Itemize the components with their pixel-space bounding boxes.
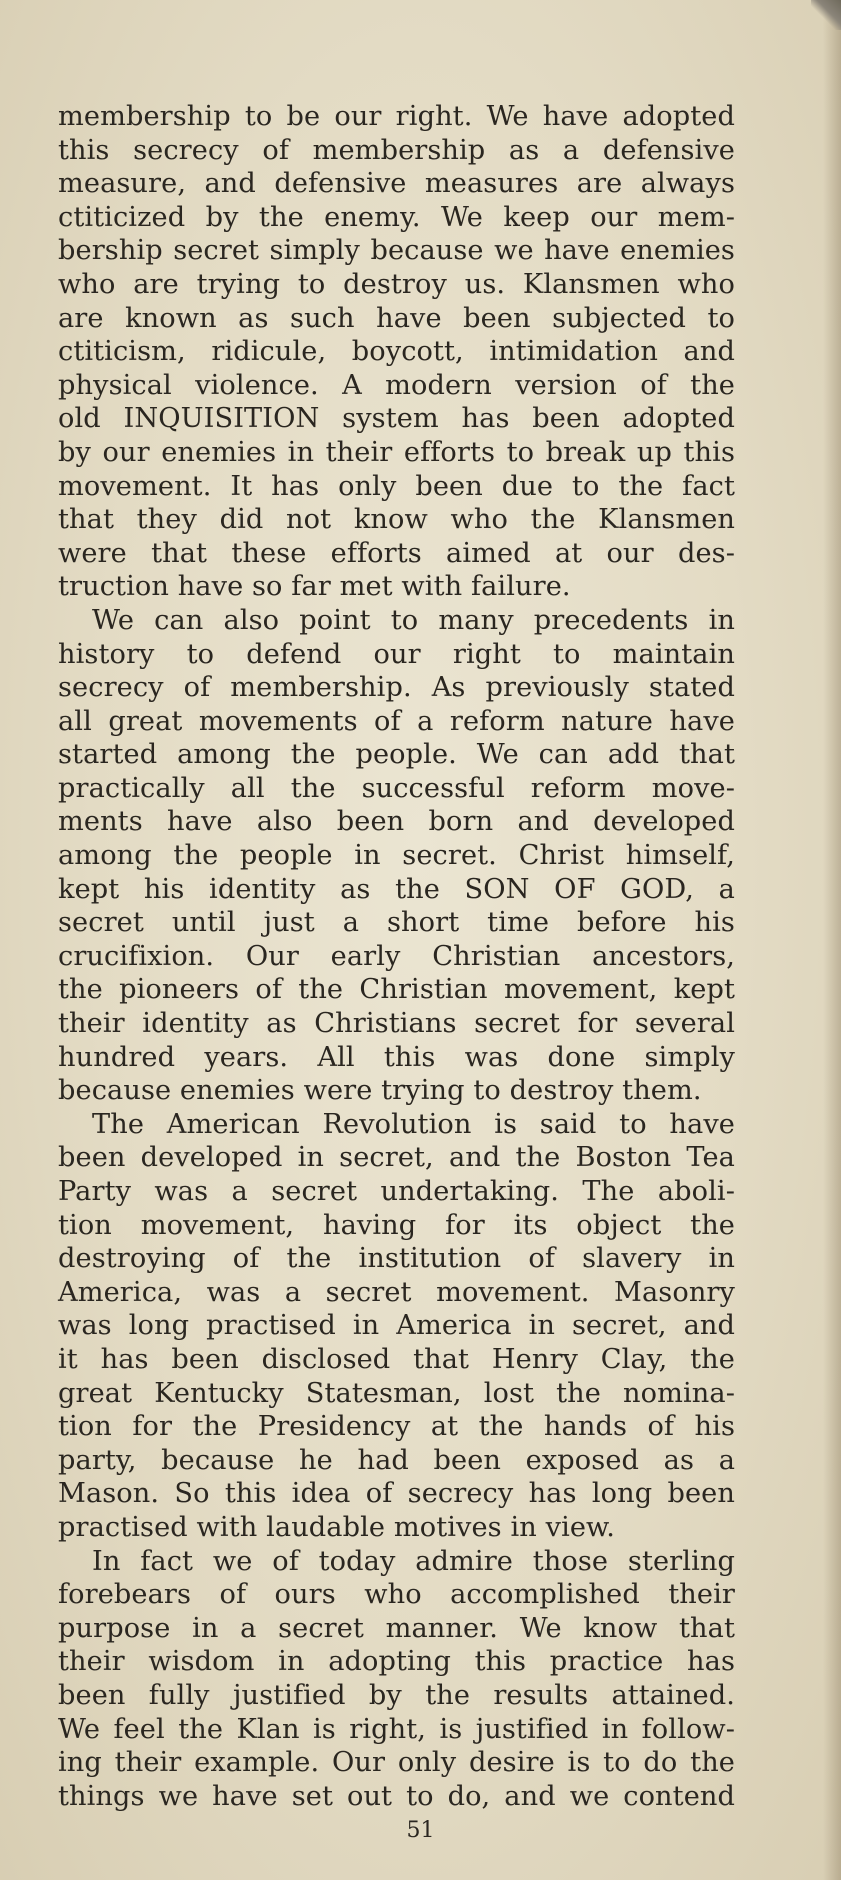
text-line: among the people in secret. Christ himself, xyxy=(58,840,735,872)
text-line: crucifixion. Our early Christian ancestors, xyxy=(58,940,735,972)
text-line: history to defend our right to maintain xyxy=(58,638,735,670)
page-edge-shadow xyxy=(823,0,841,1880)
text-line: was long practised in America in secret, and xyxy=(58,1310,735,1342)
paragraph-p1 xyxy=(58,100,735,604)
text-line: We feel the Klan is right, is justified in follow- xyxy=(58,1713,735,1745)
body-text xyxy=(58,100,735,1813)
text-line: secrecy of membership. As previously stated xyxy=(58,672,735,704)
text-line: it has been disclosed that Henry Clay, the xyxy=(58,1343,735,1375)
text-line: party, because he had been exposed as a xyxy=(58,1444,735,1476)
text-line: truction have so far met with failure. xyxy=(58,571,571,603)
text-line: The American Revolution is said to have xyxy=(92,1108,735,1140)
text-line: ctiticized by the enemy. We keep our mem- xyxy=(58,201,735,233)
text-line: hundred years. All this was done simply xyxy=(58,1041,735,1073)
text-line: Mason. So this idea of secrecy has long been xyxy=(58,1478,735,1510)
text-line: great Kentucky Statesman, lost the nomina- xyxy=(58,1377,735,1409)
page-corner-wear xyxy=(811,0,841,30)
text-line: by our enemies in their efforts to break up this xyxy=(58,436,735,468)
text-line: ments have also been born and developed xyxy=(58,806,735,838)
text-line: physical violence. A modern version of the xyxy=(58,369,735,401)
text-line: are known as such have been subjected to xyxy=(58,302,735,334)
text-line: tion movement, having for its object the xyxy=(58,1209,735,1241)
text-line: been fully justified by the results attained. xyxy=(58,1679,735,1711)
text-line: things we have set out to do, and we contend xyxy=(58,1780,735,1812)
text-line: measure, and defensive measures are always xyxy=(58,168,735,200)
text-line: ctiticism, ridicule, boycott, intimidation and xyxy=(58,336,735,368)
text-line: purpose in a secret manner. We know that xyxy=(58,1612,735,1644)
text-line: practised with laudable motives in view. xyxy=(58,1511,615,1543)
text-line: were that these efforts aimed at our des- xyxy=(58,537,735,569)
text-line: because enemies were trying to destroy them. xyxy=(58,1075,702,1107)
text-line: forebears of ours who accomplished their xyxy=(58,1579,735,1611)
text-line: that they did not know who the Klansmen xyxy=(58,504,735,536)
text-line: destroying of the institution of slavery in xyxy=(58,1243,735,1275)
text-line: started among the people. We can add that xyxy=(58,739,735,771)
text-line: tion for the Presidency at the hands of his xyxy=(58,1411,735,1443)
paragraph-p4 xyxy=(58,1545,735,1814)
text-line: who are trying to destroy us. Klansmen who xyxy=(58,268,735,300)
text-line: their identity as Christians secret for several xyxy=(58,1008,735,1040)
page-number: 51 xyxy=(406,1818,435,1843)
text-line: ing their example. Our only desire is to do the xyxy=(58,1747,735,1779)
text-line: Party was a secret undertaking. The aboli- xyxy=(58,1176,735,1207)
text-line: this secrecy of membership as a defensive xyxy=(58,134,735,166)
text-line: the pioneers of the Christian movement, kept xyxy=(58,974,735,1006)
text-line: secret until just a short time before his xyxy=(58,907,735,939)
text-line: kept his identity as the SON OF GOD, a xyxy=(58,873,735,905)
text-line: their wisdom in adopting this practice has xyxy=(58,1646,735,1678)
paragraph-p2 xyxy=(58,604,735,1108)
text-line: bership secret simply because we have enemies xyxy=(58,235,735,267)
text-line: been developed in secret, and the Boston Tea xyxy=(58,1142,735,1174)
text-line: all great movements of a reform nature have xyxy=(58,705,735,737)
text-line: old INQUISITION system has been adopted xyxy=(58,403,735,435)
text-line: We can also point to many precedents in xyxy=(92,604,735,636)
text-line: America, was a secret movement. Masonry xyxy=(58,1276,735,1308)
text-line: practically all the successful reform move- xyxy=(58,772,735,804)
text-line: In fact we of today admire those sterling xyxy=(92,1545,735,1577)
text-line: membership to be our right. We have adopted xyxy=(58,101,735,132)
text-line: movement. It has only been due to the fact xyxy=(58,470,735,502)
paragraph-p3 xyxy=(58,1108,735,1545)
